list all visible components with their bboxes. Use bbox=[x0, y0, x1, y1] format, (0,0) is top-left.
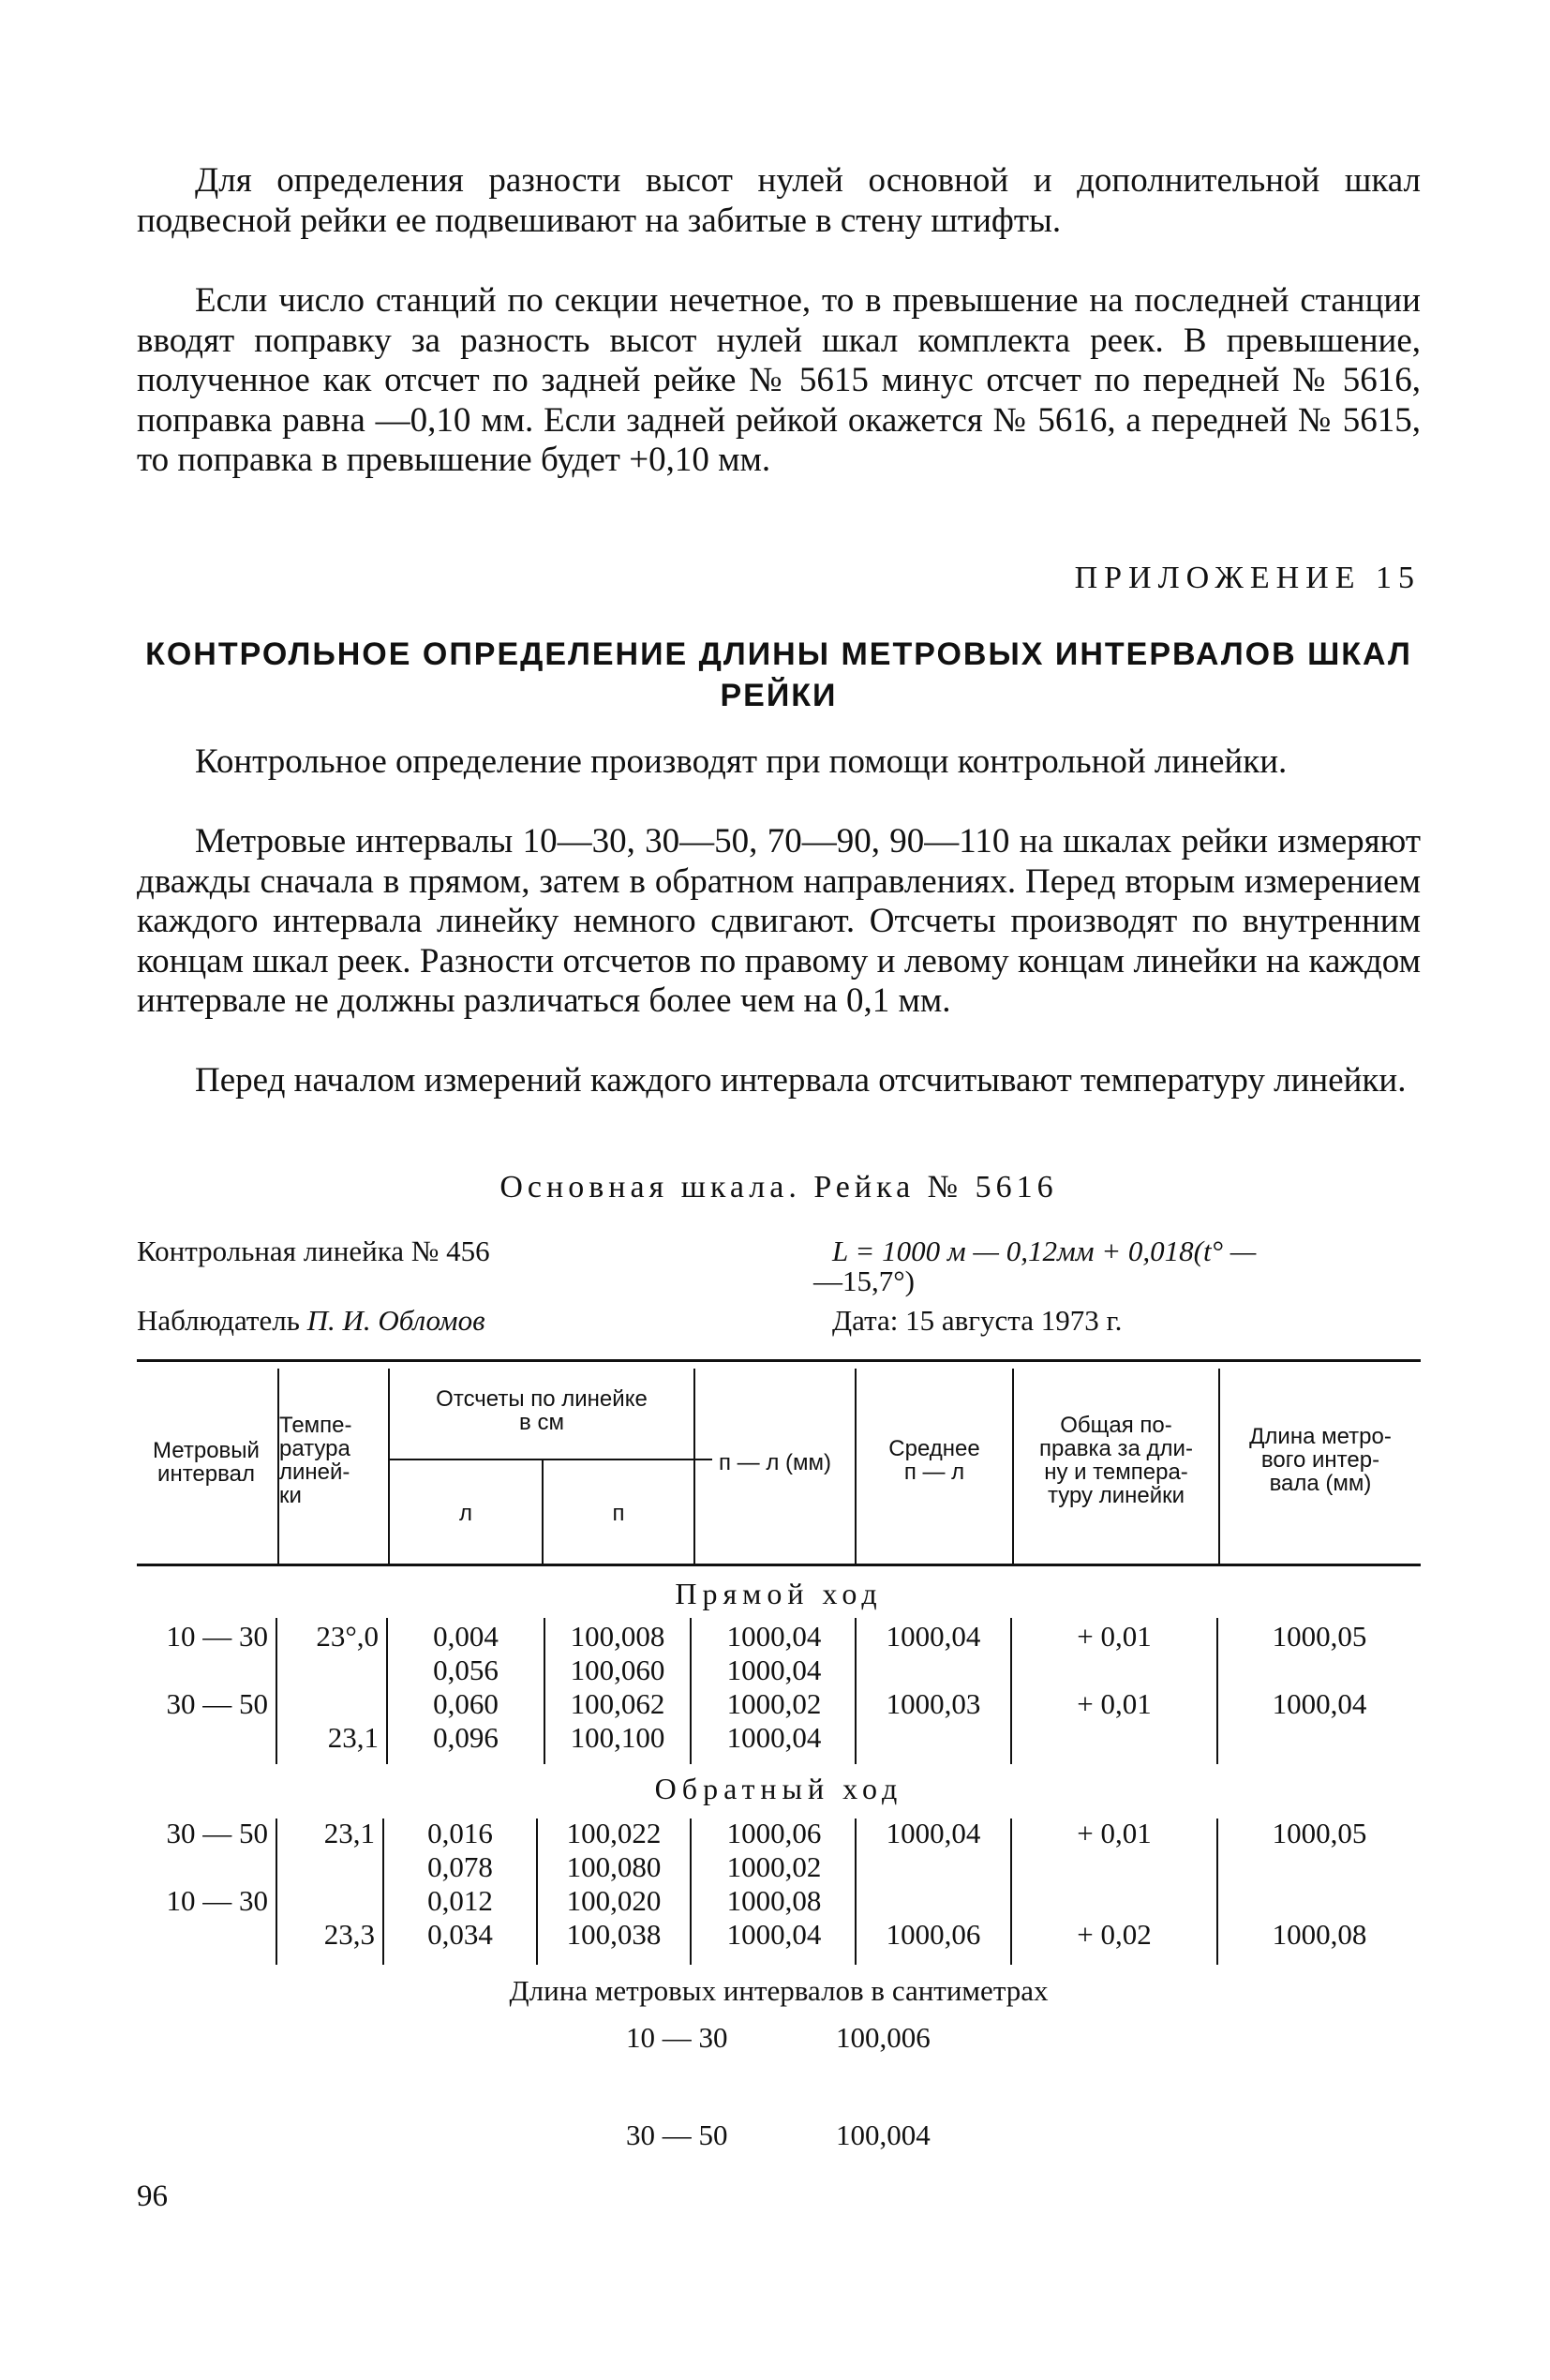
summary-interval: 10 — 30 bbox=[626, 2021, 728, 2054]
table-cell-diff: 1000,04 bbox=[726, 1654, 822, 1686]
table-cell-length: 1000,08 bbox=[1272, 1918, 1367, 1951]
header-interval: Метровый интервал bbox=[153, 1438, 260, 1487]
header-p: п bbox=[612, 1501, 625, 1526]
paragraph-temperature: Перед началом измерений каждого интервала отсчитывают температуру линейки. bbox=[195, 1061, 1407, 1100]
header-readings: Отсчеты по линейке в см bbox=[436, 1386, 648, 1435]
table-cell-diff: 1000,08 bbox=[726, 1884, 822, 1917]
observer bbox=[137, 1305, 485, 1337]
table-cell-length: 1000,05 bbox=[1272, 1620, 1367, 1653]
summary-interval: 30 — 50 bbox=[626, 2118, 728, 2151]
paragraph-hanging-rod: Для определения разности высот нулей основной и дополнительной шкал подвесной рейки ее подвешивают на забитые в стену штифты. bbox=[137, 161, 1421, 240]
table-cell-l: 0,016 bbox=[427, 1817, 493, 1849]
table-top-rule bbox=[137, 1359, 1421, 1362]
table-cell-p: 100,022 bbox=[566, 1817, 662, 1849]
table-cell-interval: 30 — 50 bbox=[166, 1687, 268, 1720]
table-cell-diff: 1000,02 bbox=[726, 1850, 822, 1883]
table-header-bottom-rule bbox=[137, 1564, 1421, 1566]
table-cell-p: 100,062 bbox=[570, 1687, 665, 1720]
appendix-label: ПРИЛОЖЕНИЕ 15 bbox=[1074, 561, 1421, 595]
page-number: 96 bbox=[137, 2179, 168, 2213]
table-cell-correction: + 0,01 bbox=[1077, 1817, 1152, 1849]
summary-title: Длина метровых интервалов в сантиметрах bbox=[509, 1974, 1049, 2007]
observer-label: Наблюдатель bbox=[137, 1304, 300, 1337]
header-correction: Общая по- правка за дли- ну и темпера- туру линейки bbox=[1039, 1413, 1193, 1508]
observer-name: П. И. Обломов bbox=[306, 1304, 485, 1337]
table-cell-p: 100,008 bbox=[570, 1620, 665, 1653]
table-cell-correction: + 0,01 bbox=[1077, 1620, 1152, 1653]
table-cell-p: 100,038 bbox=[566, 1918, 662, 1951]
body-divider-4b bbox=[690, 1819, 692, 1965]
scale-title: Основная шкала. Рейка № 5616 bbox=[499, 1170, 1058, 1205]
table-cell-p: 100,060 bbox=[570, 1654, 665, 1686]
table-cell-p: 100,100 bbox=[570, 1721, 665, 1754]
table-cell-p: 100,020 bbox=[566, 1884, 662, 1917]
table-cell-mean: 1000,06 bbox=[886, 1918, 981, 1951]
header-difference: п — л (мм) bbox=[719, 1450, 831, 1475]
body-divider-1b bbox=[276, 1819, 277, 1965]
summary-value: 100,006 bbox=[836, 2021, 931, 2054]
table-cell-temp: 23°,0 bbox=[316, 1620, 379, 1653]
table-cell-l: 0,004 bbox=[433, 1620, 499, 1653]
table-cell-diff: 1000,04 bbox=[726, 1918, 822, 1951]
table-cell-interval: 30 — 50 bbox=[166, 1817, 268, 1849]
body-divider-1a bbox=[276, 1618, 277, 1764]
table-cell-temp: 23,3 bbox=[323, 1918, 375, 1951]
table-cell-l: 0,096 bbox=[433, 1721, 499, 1754]
table-cell-correction: + 0,01 bbox=[1077, 1687, 1152, 1720]
table-cell-length: 1000,05 bbox=[1272, 1817, 1367, 1849]
paragraph-meter-intervals: Метровые интервалы 10—30, 30—50, 70—90, 90—110 на шкалах рейки измеряют дважды сначала в прямом, затем в обратном направлениях. Перед вторым измерением каждого интервала линейку немного сдвигают. Отсчеты производят по внутренним концам шкал реек. Разности отсчетов по правому и левому концам линейки на каждом интервале не должны различаться более чем на 0,1 мм. bbox=[137, 822, 1421, 1020]
paragraph-station-correction: Если число станций по секции нечетное, то в превышение на последней станции вводят поправку за разность высот нулей шкал комплекта реек. В превышение, полученное как отсчет по задней рейке № 5615 минус отсчет по передней № 5616, поправка равна —0,10 мм. Если задней рейкой окажется № 5616, а передней № 5615, то поправка в превышение будет +0,10 мм. bbox=[137, 281, 1421, 479]
table-cell-diff: 1000,04 bbox=[726, 1620, 822, 1653]
table-cell-p: 100,080 bbox=[566, 1850, 662, 1883]
date-label: Дата: 15 августа 1973 г. bbox=[832, 1304, 1123, 1337]
table-cell-diff: 1000,06 bbox=[726, 1817, 822, 1849]
paragraph-control-ruler: Контрольное определение производят при помощи контрольной линейки. bbox=[195, 742, 1288, 781]
formula-line-2: —15,7°) bbox=[813, 1265, 915, 1297]
summary-value: 100,004 bbox=[836, 2118, 931, 2151]
ruler-label: Контрольная линейка № 456 bbox=[137, 1235, 490, 1267]
header-temperature: Темпе- ратура линей- ки bbox=[279, 1413, 352, 1508]
header-interval-length: Длина метро- вого интер- вала (мм) bbox=[1249, 1424, 1392, 1496]
header-l: л bbox=[458, 1501, 472, 1526]
table-cell-diff: 1000,04 bbox=[726, 1721, 822, 1754]
table-cell-mean: 1000,03 bbox=[886, 1687, 981, 1720]
section-title: КОНТРОЛЬНОЕ ОПРЕДЕЛЕНИЕ ДЛИНЫ МЕТРОВЫХ ИНТЕРВАЛОВ ШКАЛ РЕЙКИ bbox=[145, 636, 1412, 713]
table-cell-temp: 23,1 bbox=[327, 1721, 379, 1754]
table-cell-interval: 10 — 30 bbox=[166, 1620, 268, 1653]
table-cell-l: 0,012 bbox=[427, 1884, 493, 1917]
readings-header-divider bbox=[390, 1459, 712, 1460]
table-cell-l: 0,056 bbox=[433, 1654, 499, 1686]
header-mean: Среднее п — л bbox=[888, 1436, 980, 1485]
table-cell-diff: 1000,02 bbox=[726, 1687, 822, 1720]
table-cell-l: 0,060 bbox=[433, 1687, 499, 1720]
table-cell-temp: 23,1 bbox=[323, 1817, 375, 1849]
table-cell-mean: 1000,04 bbox=[886, 1817, 981, 1849]
table-cell-correction: + 0,02 bbox=[1077, 1918, 1152, 1951]
table-cell-length: 1000,04 bbox=[1272, 1687, 1367, 1720]
body-divider-4a bbox=[690, 1618, 692, 1764]
section-reverse-run: Обратный ход bbox=[654, 1772, 903, 1805]
table-cell-l: 0,034 bbox=[427, 1918, 493, 1951]
table-cell-interval: 10 — 30 bbox=[166, 1884, 268, 1917]
table-cell-l: 0,078 bbox=[427, 1850, 493, 1883]
table-cell-mean: 1000,04 bbox=[886, 1620, 981, 1653]
section-forward-run: Прямой ход bbox=[675, 1577, 883, 1610]
formula-line-1: L = 1000 м — 0,12мм + 0,018(t° — bbox=[832, 1235, 1257, 1267]
